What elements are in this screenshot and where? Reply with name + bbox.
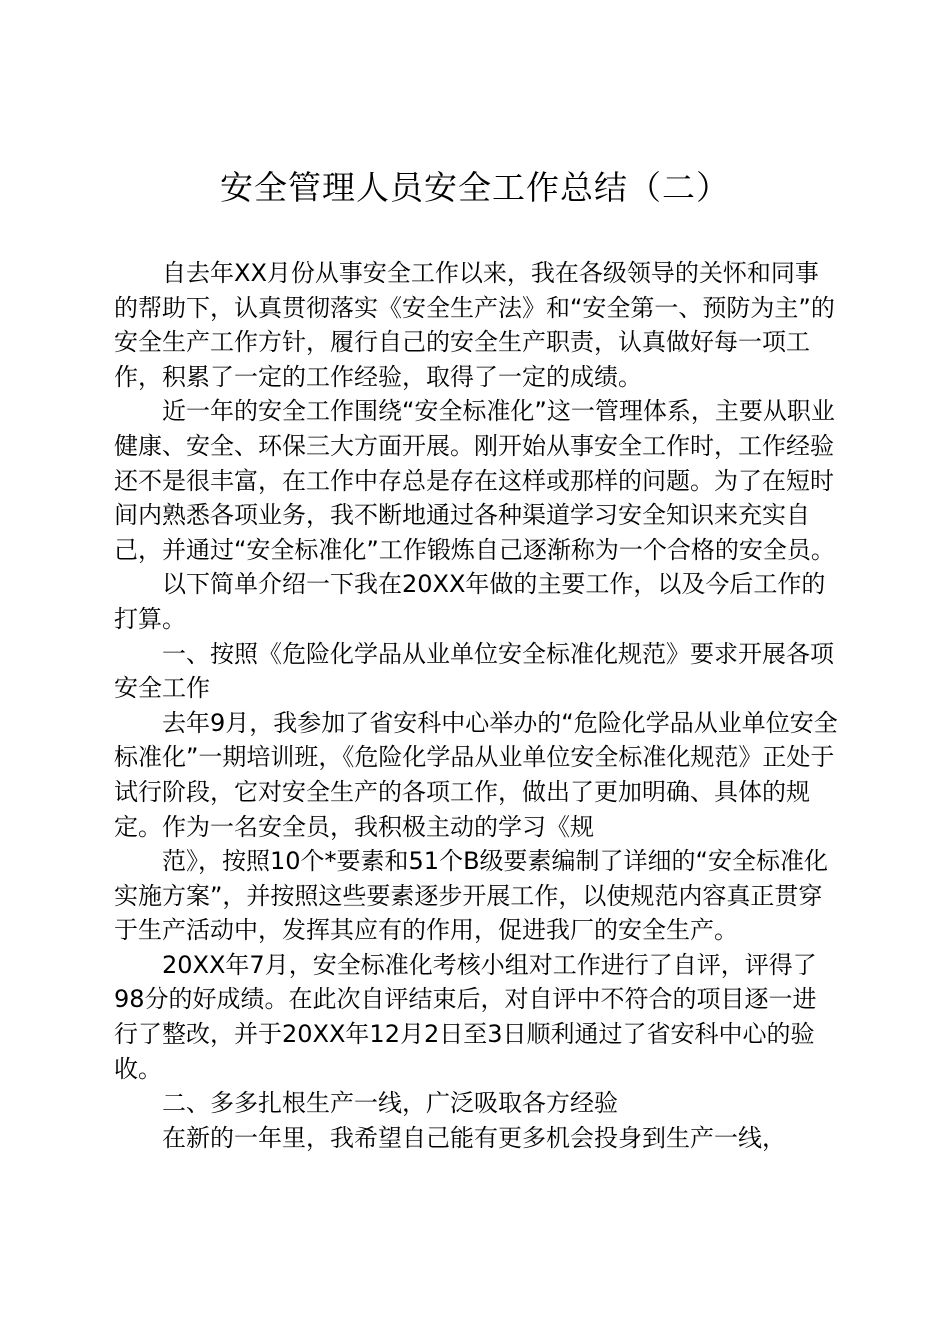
paragraph: 在新的一年里，我希望自己能有更多机会投身到生产一线， [162, 1123, 786, 1152]
section-heading: 二、多多扎根生产一线，广泛吸取各方经验 [162, 1089, 618, 1118]
paragraph: 去年9月，我参加了省安科中心举办的“危险化学品从业单位安全标准化”一期培训班，《危险化学品从业单位安全标准化规范》正处于试行阶段，它对安全生产的各项工作，做出了更加明确、具体的规定。作为一名安全员，我积极主动的学习《规 [114, 708, 838, 841]
paragraph: 范》，按照10个*要素和51个B级要素编制了详细的“安全标准化实施方案”，并按照这些要素逐步开展工作，以使规范内容真正贯穿于生产活动中，发挥其应有的作用，促进我厂的安全生产。 [114, 847, 828, 945]
paragraph: 自去年XX月份从事安全工作以来，我在各级领导的关怀和同事的帮助下，认真贯彻落实《安全生产法》和“安全第一、预防为主”的安全生产工作方针，履行自己的安全生产职责，认真做好每一项工作，积累了一定的工作经验，取得了一定的成绩。 [114, 259, 835, 391]
document-title: 安全管理人员安全工作总结（二） [220, 168, 730, 207]
paragraph: 以下简单介绍一下我在20XX年做的主要工作，以及今后工作的打算。 [114, 570, 826, 633]
section-heading: 一、按照《危险化学品从业单位安全标准化规范》要求开展各项安全工作 [114, 639, 834, 703]
paragraph: 近一年的安全工作围绕“安全标准化”这一管理体系，主要从职业健康、安全、环保三大方面开展。刚开始从事安全工作时，工作经验还不是很丰富，在工作中存总是存在这样或那样的问题。为了在短时间内熟悉各项业务，我不断地通过各种渠道学习安全知识来充实自己，并通过“安全标准化”工作锻炼自己逐渐称为一个合格的安全员。 [114, 397, 835, 564]
paragraph: 20XX年7月，安全标准化考核小组对工作进行了自评，评得了98分的好成绩。在此次自评结束后，对自评中不符合的项目逐一进行了整改，并于20XX年12月2日至3日顺利通过了省安科中心的验收。 [114, 950, 817, 1083]
document-body [114, 256, 840, 1155]
